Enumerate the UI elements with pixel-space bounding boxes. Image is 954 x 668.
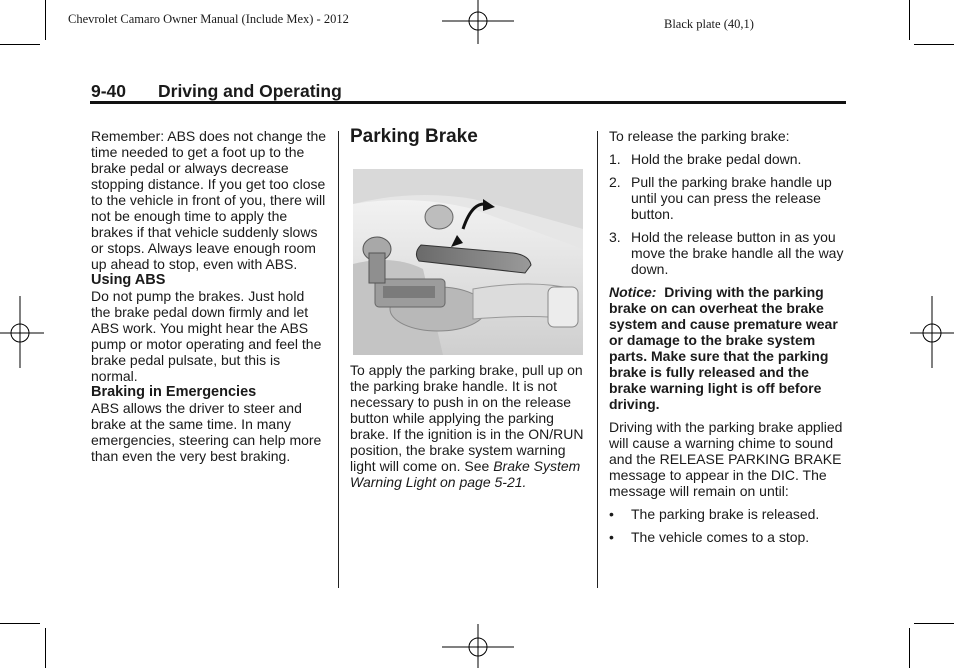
bullet-icon: • xyxy=(609,506,614,522)
warning-chime-paragraph: Driving with the parking brake applied will cause a warning chime to sound and the RELEASE PARKING BRAKE message to appear in the DIC. The message will remain on until: xyxy=(609,419,843,499)
crop-mark xyxy=(914,623,954,624)
notice-label: Notice: xyxy=(609,284,657,300)
abs-intro-paragraph: Remember: ABS does not change the time needed to get a foot up to the brake pedal or always decrease stopping distance. If you get too close to the vehicle in front of you, there will not be enough time to apply the brakes if that vehicle suddenly slows or stops. Always leave enough room up ahead to stop, even with ABS. xyxy=(91,128,327,272)
list-item xyxy=(609,529,849,545)
registration-mark-icon xyxy=(442,624,514,668)
header-rule xyxy=(90,101,846,104)
step-number: 2. xyxy=(609,174,621,190)
parking-brake-title: Parking Brake xyxy=(350,126,478,147)
apply-parking-brake-paragraph xyxy=(350,362,588,490)
braking-emergencies-paragraph: ABS allows the driver to steer and brake at the same time. In many emergencies, steering can help more than even the very best braking. xyxy=(91,400,322,464)
plate-label: Black plate (40,1) xyxy=(664,17,754,31)
page-number: 9-40 xyxy=(91,81,127,101)
registration-mark-icon xyxy=(910,296,954,368)
notice-paragraph xyxy=(609,284,849,412)
crop-mark xyxy=(909,628,910,668)
column-divider xyxy=(597,131,598,588)
step-text: Pull the parking brake handle up until you can press the release button. xyxy=(631,174,832,222)
column-3 xyxy=(609,128,849,545)
notice-text: Driving with the parking brake on can overheat the brake system and cause premature wear or damage to the brake system parts. Make sure that the parking brake is fully released and the brake warning light is off before driving. xyxy=(609,284,838,412)
crop-mark xyxy=(0,44,40,45)
column-1 xyxy=(91,128,327,464)
manual-title: Chevrolet Camaro Owner Manual (Include Mex) - 2012 xyxy=(68,12,349,26)
step-text: Hold the release button in as you move the brake handle all the way down. xyxy=(631,229,844,277)
section-title: Driving and Operating xyxy=(158,81,342,101)
crop-mark xyxy=(45,628,46,668)
bullet-text: The vehicle comes to a stop. xyxy=(631,529,810,545)
step-number: 1. xyxy=(609,151,621,167)
parking-brake-illustration xyxy=(353,169,583,355)
bullet-text: The parking brake is released. xyxy=(631,506,820,522)
column-2 xyxy=(350,126,588,148)
crop-mark xyxy=(0,623,40,624)
column-2-body xyxy=(350,362,588,490)
section-heading xyxy=(91,81,342,102)
apply-text: To apply the parking brake, pull up on the parking brake handle. It is not necessary to push in on the release button while applying the parking brake. If the ignition is in the ON/RUN position, the brake system warning light will come on. See xyxy=(350,362,584,474)
list-item xyxy=(609,229,849,277)
list-item xyxy=(609,151,849,167)
registration-mark-icon xyxy=(0,296,44,368)
using-abs-paragraph: Do not pump the brakes. Just hold the brake pedal down firmly and let ABS work. You might hear the ABS pump or motor operating and feel the brake pedal pulsate, but this is normal. xyxy=(91,288,322,384)
crop-mark xyxy=(45,0,46,40)
list-item xyxy=(609,506,849,522)
release-intro: To release the parking brake: xyxy=(609,128,790,144)
step-text: Hold the brake pedal down. xyxy=(631,151,802,167)
braking-emergencies-heading: Braking in Emergencies xyxy=(91,384,257,400)
crop-mark xyxy=(909,0,910,40)
bullet-icon: • xyxy=(609,529,614,545)
using-abs-heading: Using ABS xyxy=(91,272,166,288)
crop-mark xyxy=(914,44,954,45)
list-item xyxy=(609,174,849,222)
column-divider xyxy=(338,131,339,588)
brake-warning-reference-link[interactable]: Brake System Warning Light on page 5-21. xyxy=(350,458,581,490)
step-number: 3. xyxy=(609,229,621,245)
registration-mark-icon xyxy=(442,0,514,44)
